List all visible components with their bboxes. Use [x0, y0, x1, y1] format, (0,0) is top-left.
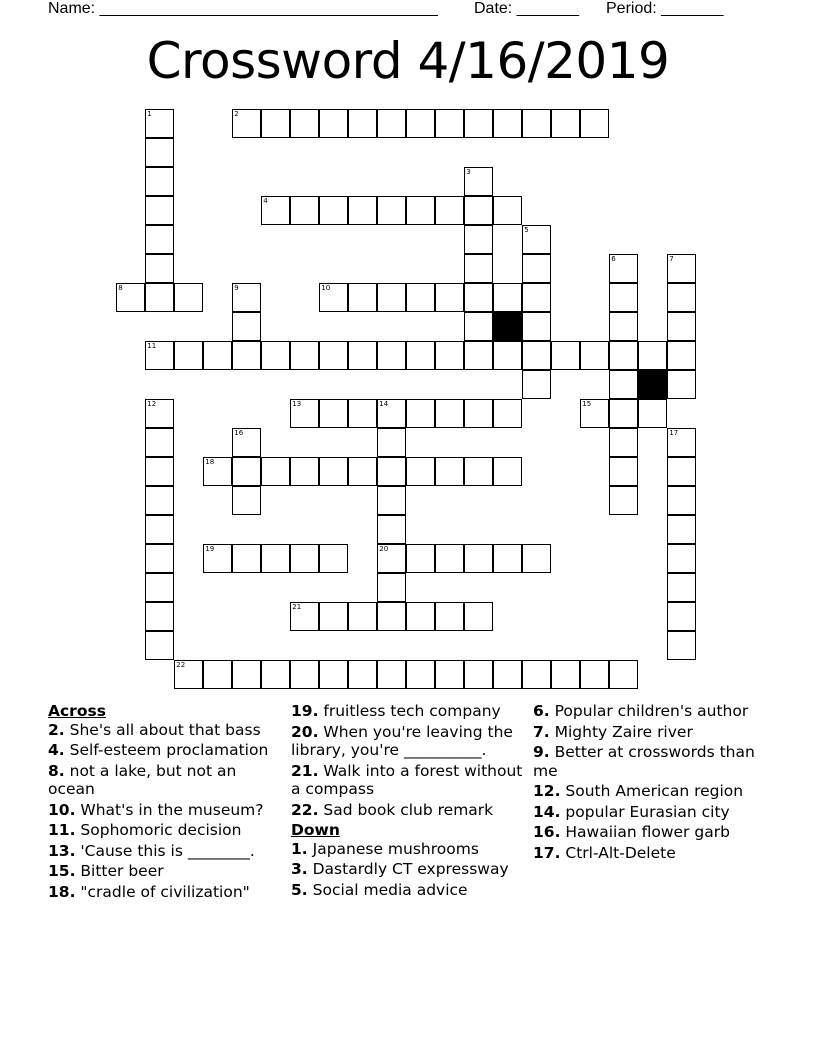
grid-cell[interactable]: [464, 312, 493, 341]
clue-number: 7: [669, 255, 674, 264]
grid-cell[interactable]: [522, 283, 551, 312]
clue-text: Japanese mushrooms: [312, 839, 479, 858]
clue-text: not a lake, but not an ocean: [48, 761, 237, 798]
grid-cell[interactable]: [203, 341, 232, 370]
black-cell: [638, 370, 667, 399]
clue-text: When you're leaving the library, you're __________.: [291, 722, 513, 759]
clue-number-label: 7.: [533, 722, 550, 741]
grid-cell[interactable]: [609, 457, 638, 486]
clue-text: South American region: [565, 782, 744, 800]
grid-cell[interactable]: [348, 457, 377, 486]
clue-text: popular Eurasian city: [565, 802, 730, 821]
grid-cell[interactable]: [493, 544, 522, 573]
grid-cell[interactable]: [203, 544, 232, 573]
down-clue: [533, 803, 773, 822]
grid-cell[interactable]: [406, 399, 435, 428]
grid-cell[interactable]: [145, 457, 174, 486]
grid-cell[interactable]: [203, 660, 232, 689]
clue-number-label: 22.: [291, 800, 319, 819]
grid-cell[interactable]: [551, 341, 580, 370]
clue-text: Popular children's author: [554, 702, 749, 720]
clue-text: Sophomoric decision: [80, 821, 242, 839]
grid-cell[interactable]: [435, 602, 464, 631]
grid-cell[interactable]: [145, 283, 174, 312]
across-clue: [48, 801, 288, 820]
grid-cell[interactable]: [464, 602, 493, 631]
clue-text: She's all about that bass: [69, 720, 261, 739]
period-field[interactable]: Period: _______: [606, 0, 724, 17]
down-heading: Down: [291, 821, 340, 839]
clue-number: 3: [466, 168, 471, 177]
grid-cell[interactable]: [464, 544, 493, 573]
page-title: Crossword 4/16/2019: [146, 32, 670, 90]
clue-text: fruitless tech company: [323, 702, 501, 720]
across-clue: [48, 741, 288, 760]
down-clue: [291, 881, 531, 900]
grid-cell[interactable]: [580, 660, 609, 689]
grid-cell[interactable]: [377, 544, 406, 573]
down-clue: [533, 743, 773, 780]
down-clue: [533, 702, 773, 721]
clue-text: Ctrl-Alt-Delete: [565, 843, 676, 862]
grid-cell[interactable]: [406, 109, 435, 138]
clue-number: 6: [611, 255, 616, 264]
clue-number-label: 15.: [48, 862, 76, 880]
grid-cell[interactable]: [609, 660, 638, 689]
grid-cell[interactable]: [464, 399, 493, 428]
grid-cell[interactable]: [522, 225, 551, 254]
across-clue: [291, 801, 531, 820]
grid-cell[interactable]: [348, 109, 377, 138]
grid-cell[interactable]: [261, 196, 290, 225]
grid-cell[interactable]: [145, 544, 174, 573]
clue-text: Mighty Zaire river: [554, 722, 693, 741]
grid-cell[interactable]: [638, 341, 667, 370]
grid-cell[interactable]: [435, 544, 464, 573]
grid-cell[interactable]: [232, 660, 261, 689]
grid-cell[interactable]: [464, 225, 493, 254]
clue-number-label: 18.: [48, 882, 76, 901]
clue-text: Self-esteem proclamation: [69, 741, 269, 759]
clue-text: Bitter beer: [80, 862, 164, 880]
name-field[interactable]: Name: ______________________________________: [48, 0, 438, 17]
grid-cell[interactable]: [145, 254, 174, 283]
grid-cell[interactable]: [522, 544, 551, 573]
grid-cell[interactable]: [290, 341, 319, 370]
grid-cell[interactable]: [493, 457, 522, 486]
grid-cell[interactable]: [232, 341, 261, 370]
clue-number: 19: [205, 545, 215, 554]
grid-cell[interactable]: [464, 283, 493, 312]
down-clue: [533, 823, 773, 842]
grid-cell[interactable]: [580, 109, 609, 138]
grid-cell[interactable]: [435, 196, 464, 225]
grid-cell[interactable]: [377, 573, 406, 602]
clue-text: Better at crosswords than me: [533, 743, 755, 780]
clue-text: Dastardly CT expressway: [312, 860, 509, 878]
across-clue: [48, 842, 288, 861]
down-clue: [533, 723, 773, 742]
clue-text: 'Cause this is ________.: [80, 841, 255, 860]
grid-cell[interactable]: [377, 399, 406, 428]
grid-cell[interactable]: [348, 341, 377, 370]
grid-cell[interactable]: [145, 573, 174, 602]
grid-cell[interactable]: [377, 486, 406, 515]
grid-cell[interactable]: [348, 196, 377, 225]
clue-text: Walk into a forest without a compass: [291, 761, 523, 798]
grid-cell[interactable]: [261, 544, 290, 573]
grid-cell[interactable]: [406, 341, 435, 370]
grid-cell[interactable]: [377, 109, 406, 138]
grid-cell[interactable]: [493, 399, 522, 428]
grid-cell[interactable]: [261, 660, 290, 689]
grid-cell[interactable]: [377, 196, 406, 225]
grid-cell[interactable]: [348, 602, 377, 631]
grid-cell[interactable]: [609, 486, 638, 515]
grid-cell[interactable]: [522, 341, 551, 370]
clue-number: 11: [147, 342, 157, 351]
grid-cell[interactable]: [145, 602, 174, 631]
grid-cell[interactable]: [261, 457, 290, 486]
clue-number-label: 4.: [48, 741, 65, 759]
clue-number: 9: [234, 284, 239, 293]
clue-number-label: 16.: [533, 823, 561, 841]
grid-cell[interactable]: [348, 660, 377, 689]
grid-cell[interactable]: [145, 428, 174, 457]
grid-cell[interactable]: [464, 109, 493, 138]
grid-cell[interactable]: [232, 544, 261, 573]
grid-cell[interactable]: [464, 660, 493, 689]
grid-cell[interactable]: [406, 283, 435, 312]
grid-cell[interactable]: [667, 631, 696, 660]
down-clue: [291, 840, 531, 859]
clue-number: 15: [582, 400, 592, 409]
clue-number-label: 14.: [533, 802, 561, 821]
clue-number: 2: [234, 110, 239, 119]
grid-cell[interactable]: [406, 602, 435, 631]
grid-cell[interactable]: [435, 109, 464, 138]
grid-cell[interactable]: [522, 370, 551, 399]
grid-cell[interactable]: [609, 399, 638, 428]
grid-cell[interactable]: [319, 283, 348, 312]
grid-cell[interactable]: [319, 660, 348, 689]
grid-cell[interactable]: [377, 283, 406, 312]
clue-number-label: 9.: [533, 743, 550, 761]
grid-cell[interactable]: [406, 196, 435, 225]
grid-cell[interactable]: [493, 196, 522, 225]
grid-cell[interactable]: [435, 283, 464, 312]
grid-cell[interactable]: [609, 370, 638, 399]
clue-number-label: 10.: [48, 800, 76, 819]
clue-text: What's in the museum?: [80, 800, 264, 819]
grid-cell[interactable]: [290, 544, 319, 573]
clue-number: 10: [321, 284, 331, 293]
clue-number: 13: [292, 400, 302, 409]
grid-cell[interactable]: [232, 312, 261, 341]
grid-cell[interactable]: [667, 283, 696, 312]
clue-number-label: 21.: [291, 761, 319, 780]
grid-cell[interactable]: [377, 341, 406, 370]
clue-number: 14: [379, 400, 389, 409]
grid-cell[interactable]: [580, 399, 609, 428]
clue-number-label: 12.: [533, 782, 561, 800]
clue-number-label: 2.: [48, 720, 65, 739]
grid-cell[interactable]: [232, 428, 261, 457]
across-clue: [48, 883, 288, 902]
grid-cell[interactable]: [667, 457, 696, 486]
clue-number-label: 1.: [291, 839, 308, 858]
grid-cell[interactable]: [145, 341, 174, 370]
grid-cell[interactable]: [377, 660, 406, 689]
grid-cell[interactable]: [145, 138, 174, 167]
clue-number: 18: [205, 458, 215, 467]
grid-cell[interactable]: [290, 196, 319, 225]
grid-cell[interactable]: [551, 660, 580, 689]
down-clue: [533, 844, 773, 863]
grid-cell[interactable]: [464, 341, 493, 370]
grid-cell[interactable]: [667, 370, 696, 399]
grid-cell[interactable]: [609, 254, 638, 283]
clue-number-label: 20.: [291, 722, 319, 741]
clue-number: 1: [147, 110, 152, 119]
grid-cell[interactable]: [116, 283, 145, 312]
grid-cell[interactable]: [464, 167, 493, 196]
grid-cell[interactable]: [522, 660, 551, 689]
grid-cell[interactable]: [319, 544, 348, 573]
grid-cell[interactable]: [319, 399, 348, 428]
grid-cell[interactable]: [464, 196, 493, 225]
clues-column-1: [48, 702, 288, 903]
grid-cell[interactable]: [261, 109, 290, 138]
grid-cell[interactable]: [435, 341, 464, 370]
grid-cell[interactable]: [290, 660, 319, 689]
grid-cell[interactable]: [522, 109, 551, 138]
grid-cell[interactable]: [290, 602, 319, 631]
grid-cell[interactable]: [667, 515, 696, 544]
grid-cell[interactable]: [145, 515, 174, 544]
grid-cell[interactable]: [290, 457, 319, 486]
clue-text: Social media advice: [312, 880, 468, 899]
grid-cell[interactable]: [348, 399, 377, 428]
clue-number-label: 19.: [291, 702, 319, 720]
grid-cell[interactable]: [174, 660, 203, 689]
grid-cell[interactable]: [203, 457, 232, 486]
grid-cell[interactable]: [319, 457, 348, 486]
clue-number-label: 11.: [48, 821, 76, 839]
grid-cell[interactable]: [232, 109, 261, 138]
grid-cell[interactable]: [232, 486, 261, 515]
across-clue: [291, 702, 531, 721]
black-cell: [493, 312, 522, 341]
grid-cell[interactable]: [145, 399, 174, 428]
clue-number: 12: [147, 400, 157, 409]
grid-cell[interactable]: [290, 109, 319, 138]
grid-cell[interactable]: [667, 254, 696, 283]
grid-cell[interactable]: [145, 196, 174, 225]
across-clue: [48, 762, 288, 799]
grid-cell[interactable]: [232, 457, 261, 486]
grid-cell[interactable]: [145, 631, 174, 660]
grid-cell[interactable]: [145, 109, 174, 138]
grid-cell[interactable]: [522, 312, 551, 341]
grid-cell[interactable]: [667, 428, 696, 457]
grid-cell[interactable]: [261, 341, 290, 370]
clue-text: Sad book club remark: [323, 800, 494, 819]
clue-number: 4: [263, 197, 268, 206]
clues-column-2: [291, 702, 531, 901]
clue-number: 20: [379, 545, 389, 554]
clue-number: 8: [118, 284, 123, 293]
grid-cell[interactable]: [609, 312, 638, 341]
grid-cell[interactable]: [145, 225, 174, 254]
grid-cell[interactable]: [522, 254, 551, 283]
grid-cell[interactable]: [609, 428, 638, 457]
grid-cell[interactable]: [290, 399, 319, 428]
grid-cell[interactable]: [667, 486, 696, 515]
across-clue: [291, 723, 531, 760]
clue-number-label: 5.: [291, 880, 308, 899]
grid-cell[interactable]: [609, 341, 638, 370]
grid-cell[interactable]: [667, 573, 696, 602]
clue-number-label: 17.: [533, 843, 561, 862]
clue-number: 22: [176, 661, 186, 670]
grid-cell[interactable]: [435, 660, 464, 689]
clue-number: 16: [234, 429, 244, 438]
grid-cell[interactable]: [377, 428, 406, 457]
clue-number-label: 8.: [48, 761, 65, 780]
grid-cell[interactable]: [145, 486, 174, 515]
clue-number-label: 13.: [48, 841, 76, 860]
grid-cell[interactable]: [464, 457, 493, 486]
across-clue: [48, 721, 288, 740]
grid-cell[interactable]: [435, 399, 464, 428]
clue-number: 17: [669, 429, 679, 438]
grid-cell[interactable]: [667, 544, 696, 573]
grid-cell[interactable]: [319, 196, 348, 225]
grid-cell[interactable]: [406, 544, 435, 573]
grid-cell[interactable]: [406, 457, 435, 486]
grid-cell[interactable]: [377, 515, 406, 544]
clue-text: "cradle of civilization": [80, 882, 250, 901]
grid-cell[interactable]: [609, 283, 638, 312]
clue-number-label: 3.: [291, 860, 308, 878]
grid-cell[interactable]: [174, 283, 203, 312]
grid-cell[interactable]: [435, 457, 464, 486]
grid-cell[interactable]: [493, 283, 522, 312]
grid-cell[interactable]: [551, 109, 580, 138]
clue-text: Hawaiian flower garb: [565, 823, 730, 841]
grid-cell[interactable]: [377, 602, 406, 631]
grid-cell[interactable]: [464, 254, 493, 283]
grid-cell[interactable]: [348, 283, 377, 312]
grid-cell[interactable]: [667, 312, 696, 341]
grid-cell[interactable]: [319, 109, 348, 138]
grid-cell[interactable]: [667, 341, 696, 370]
grid-cell[interactable]: [145, 167, 174, 196]
down-clue: [291, 860, 531, 879]
across-clue: [291, 762, 531, 799]
grid-cell[interactable]: [377, 457, 406, 486]
clue-number: 5: [524, 226, 529, 235]
across-clue: [48, 821, 288, 840]
clue-number-label: 6.: [533, 702, 550, 720]
grid-cell[interactable]: [319, 602, 348, 631]
clues-column-3: [533, 702, 773, 864]
grid-cell[interactable]: [667, 602, 696, 631]
grid-cell[interactable]: [406, 660, 435, 689]
grid-cell[interactable]: [493, 109, 522, 138]
across-heading: Across: [48, 702, 106, 720]
grid-cell[interactable]: [493, 660, 522, 689]
grid-cell[interactable]: [174, 341, 203, 370]
grid-cell[interactable]: [319, 341, 348, 370]
grid-cell[interactable]: [638, 399, 667, 428]
clue-number: 21: [292, 603, 302, 612]
grid-cell[interactable]: [493, 341, 522, 370]
grid-cell[interactable]: [580, 341, 609, 370]
across-clue: [48, 862, 288, 881]
date-field[interactable]: Date: _______: [474, 0, 579, 17]
grid-cell[interactable]: [232, 283, 261, 312]
down-clue: [533, 782, 773, 801]
